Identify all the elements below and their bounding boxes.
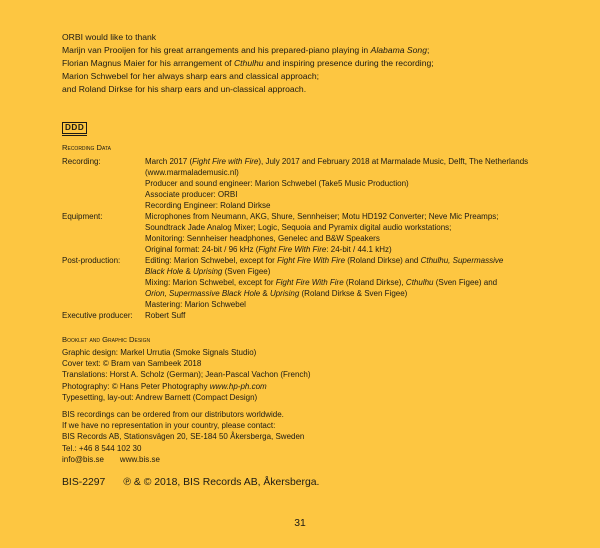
- website-address: www.bis.se: [119, 454, 160, 464]
- recording-label: Recording:: [62, 157, 101, 166]
- contact-line: [62, 454, 304, 465]
- ddd-badge: DDD: [62, 122, 87, 134]
- email-address: info@bis.se: [62, 454, 104, 464]
- equipment-label: Equipment:: [62, 212, 103, 221]
- thanks-line: and Roland Dirkse for his sharp ears and un-classical approach.: [62, 84, 307, 94]
- post-production-label: Post-production:: [62, 256, 121, 265]
- executive-producer-label: Executive producer:: [62, 311, 133, 320]
- copyright-notice: ℗ & © 2018, BIS Records AB, Åkersberga.: [123, 477, 320, 488]
- cover-text-credit: Cover text: © Bram van Sambeek 2018: [62, 359, 202, 369]
- photography-credit: Photography: © Hans Peter Photography www.hp-ph.com: [62, 381, 267, 391]
- thanks-line: Florian Magnus Maier for his arrangement of Cthulhu and inspiring presence during the recording;: [62, 58, 434, 68]
- phone-line: Tel.: +46 8 544 102 30: [62, 443, 142, 453]
- catalog-footer: [62, 477, 319, 488]
- ordering-info: [62, 409, 304, 465]
- thanks-line: Marijn van Prooijen for his great arrangements and his prepared-piano playing in Alabama Song;: [62, 45, 430, 55]
- booklet-design-heading: Booklet and Graphic Design: [62, 335, 151, 344]
- executive-producer-row: [62, 310, 545, 321]
- executive-producer-value: Robert Suff: [145, 311, 186, 320]
- typesetting-credit: Typesetting, lay-out: Andrew Barnett (Compact Design): [62, 392, 258, 402]
- recording-row: [62, 156, 545, 211]
- graphic-design-credit: Graphic design: Markel Urrutia (Smoke Signals Studio): [62, 348, 257, 357]
- page-number: 31: [294, 518, 306, 529]
- equipment-row: [62, 211, 545, 255]
- thanks-intro: ORBI would like to thank: [62, 32, 157, 42]
- recording-data-table: [62, 156, 545, 321]
- address-line: BIS Records AB, Stationsvägen 20, SE-184 50 Åkersberga, Sweden: [62, 432, 305, 442]
- catalog-number: BIS-2297: [62, 477, 106, 488]
- orders-line: BIS recordings can be ordered from our distributors worldwide.: [62, 410, 284, 419]
- acknowledgements: [62, 31, 434, 96]
- booklet-credits: [62, 347, 311, 403]
- recording-value: March 2017 (Fight Fire with Fire), July 2017 and February 2018 at Marmalade Music, Delft, The Netherlands (www.marmalademusic.nl) Producer and sound engineer: Marion Schwebel (Take5 Music Production) Associate producer: ORBI Recording Engineer: Roland Dirkse: [145, 157, 529, 210]
- equipment-value: Microphones from Neumann, AKG, Shure, Sennheiser; Motu HD192 Converter; Neve Mic Preamps; Soundtrack Jade Analog Mixer; Logic, Sequoia and Pyramix digital audio workstations; Monitoring: Sennheiser headphones, Genelec and B&W Speakers Original format: 24-bit / 96 kHz (Fight Fire With Fire: 24-bit / 44.1 kHz): [145, 212, 499, 254]
- orders-line: If we have no representation in your country, please contact:: [62, 421, 276, 431]
- recording-data-heading: Recording Data: [62, 143, 112, 152]
- post-production-value: Editing: Marion Schwebel, except for Fight Fire With Fire (Roland Dirkse) and Cthulhu, Supermassive Black Hole & Uprising (Sven Figee) Mixing: Marion Schwebel, except for Fight Fire With Fire (Roland Dirkse), Cthulhu (Sven Figee) and Orion, Supermassive Black Hole & Uprising (Roland Dirkse & Sven Figee) Mastering: Marion Schwebel: [145, 256, 504, 309]
- translations-credit: Translations: Horst A. Scholz (German); Jean-Pascal Vachon (French): [62, 370, 311, 380]
- thanks-line: Marion Schwebel for her always sharp ears and classical approach;: [62, 71, 319, 81]
- post-production-row: [62, 255, 545, 310]
